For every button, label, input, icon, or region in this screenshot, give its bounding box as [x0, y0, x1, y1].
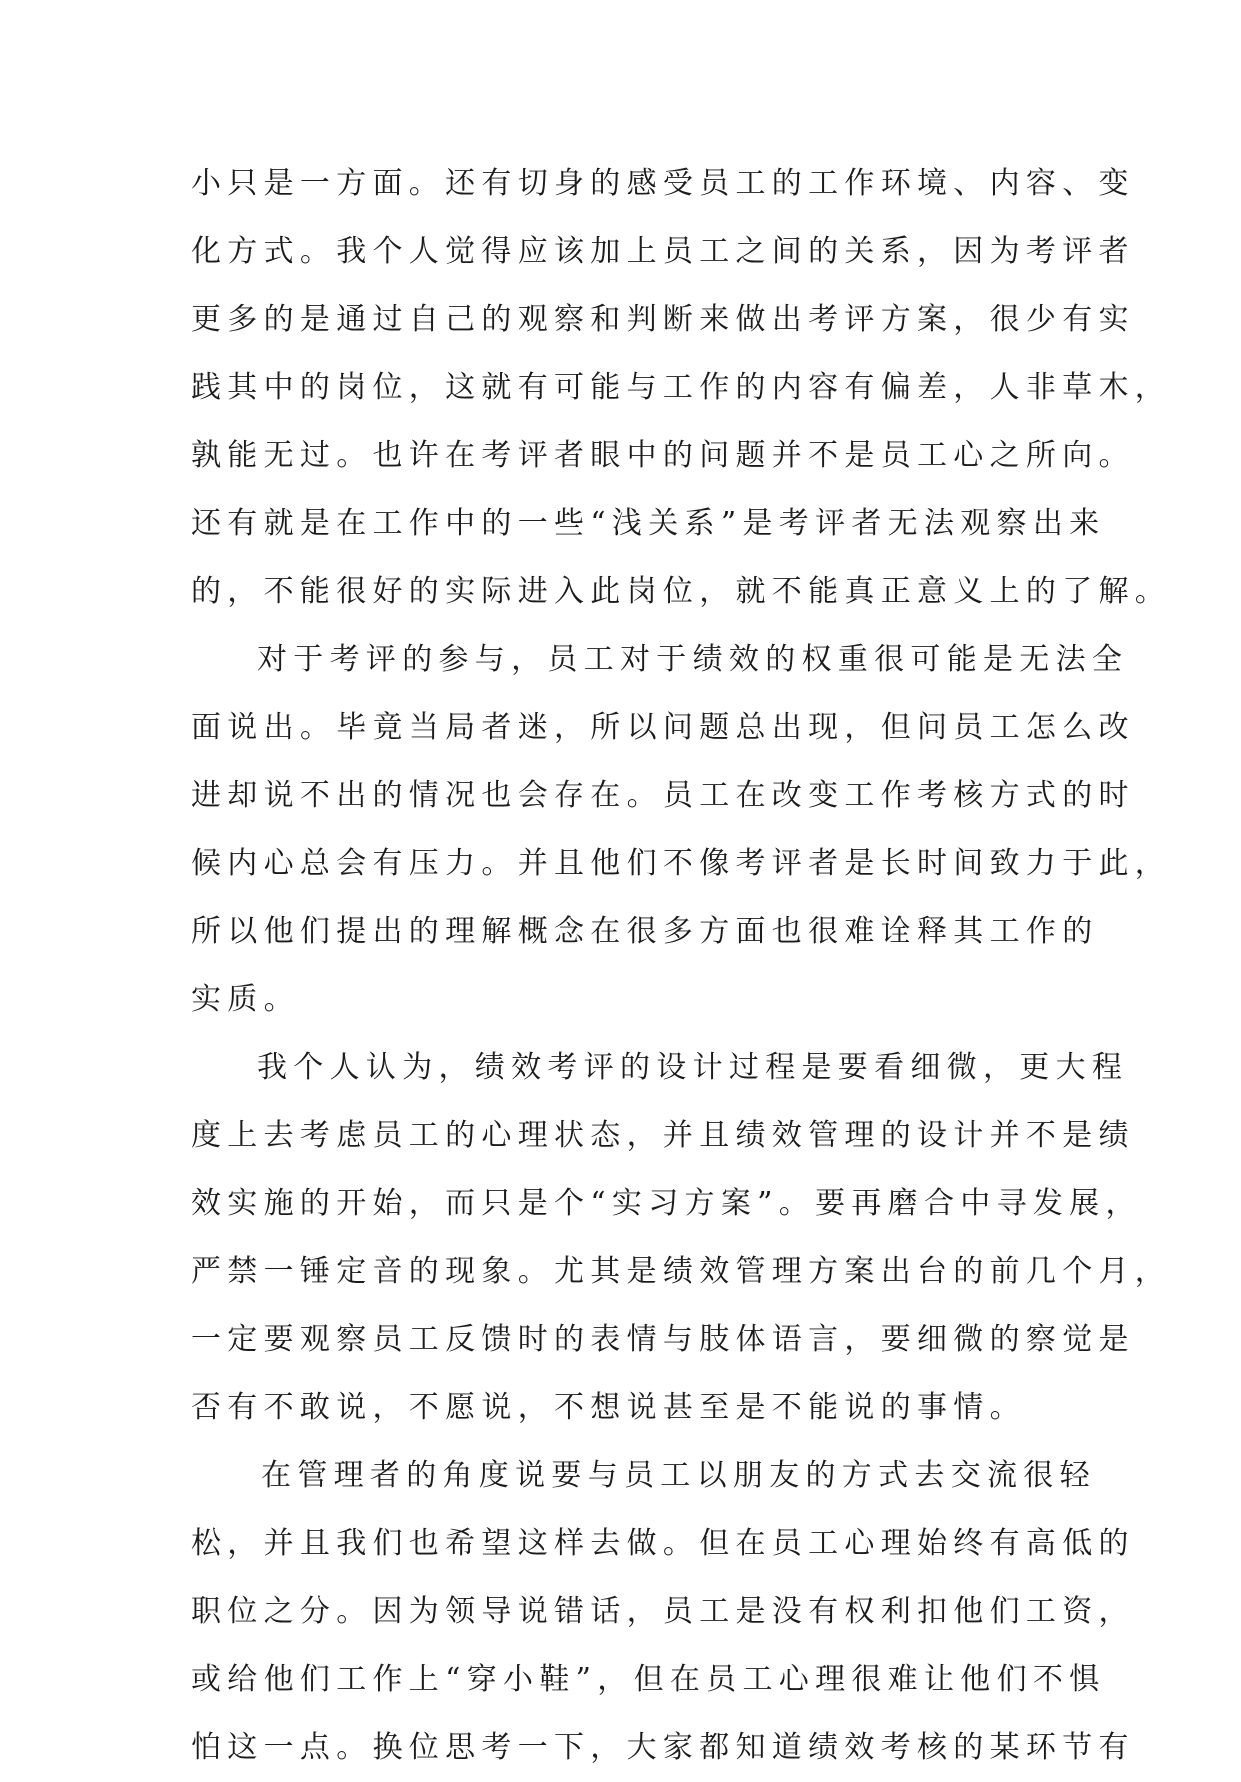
text-line: 否有不敢说，不愿说，不想说甚至是不能说的事情。	[191, 1390, 1026, 1425]
text-line: 还有就是在工作中的一些“浅关系”是考评者无法观察出来	[191, 506, 1106, 541]
paragraph-first-line: 对于考评的参与，员工对于绩效的权重很可能是无法全	[257, 642, 1129, 677]
text-line: 实质。	[191, 982, 300, 1017]
text-line: 面说出。毕竟当局者迷，所以问题总出现，但问员工怎么改	[191, 710, 1135, 745]
text-line: 效实施的开始，而只是个“实习方案”。要再磨合中寻发展，	[191, 1186, 1142, 1221]
text-line: 更多的是通过自己的观察和判断来做出考评方案，很少有实	[191, 302, 1135, 337]
text-line: 践其中的岗位，这就有可能与工作的内容有偏差，人非草木，	[191, 370, 1172, 405]
text-line: 小只是一方面。还有切身的感受员工的工作环境、内容、变	[191, 166, 1135, 201]
text-line: 松，并且我们也希望这样去做。但在员工心理始终有高低的	[191, 1526, 1135, 1561]
text-line: 职位之分。因为领导说错话，员工是没有权利扣他们工资，	[191, 1594, 1135, 1629]
paragraph-first-line: 在管理者的角度说要与员工以朋友的方式去交流很轻	[261, 1458, 1096, 1493]
text-line: 或给他们工作上“穿小鞋”，但在员工心理很难让他们不惧	[191, 1662, 1106, 1697]
text-line: 的，不能很好的实际进入此岗位，就不能真正意义上的了解。	[191, 574, 1172, 609]
document-body	[191, 150, 1172, 1782]
text-line: 严禁一锤定音的现象。尤其是绩效管理方案出台的前几个月，	[191, 1254, 1172, 1289]
text-line: 怕这一点。换位思考一下，大家都知道绩效考核的某环节有	[191, 1730, 1135, 1765]
text-line: 一定要观察员工反馈时的表情与肢体语言，要细微的察觉是	[191, 1322, 1135, 1357]
text-line: 度上去考虑员工的心理状态，并且绩效管理的设计并不是绩	[191, 1118, 1135, 1153]
text-line: 所以他们提出的理解概念在很多方面也很难诠释其工作的	[191, 914, 1099, 949]
text-line: 候内心总会有压力。并且他们不像考评者是长时间致力于此，	[191, 846, 1172, 881]
text-line: 进却说不出的情况也会存在。员工在改变工作考核方式的时	[191, 778, 1135, 813]
paragraph-first-line: 我个人认为，绩效考评的设计过程是要看细微，更大程	[257, 1050, 1129, 1085]
text-line: 孰能无过。也许在考评者眼中的问题并不是员工心之所向。	[191, 438, 1135, 473]
text-line: 化方式。我个人觉得应该加上员工之间的关系，因为考评者	[191, 234, 1135, 269]
